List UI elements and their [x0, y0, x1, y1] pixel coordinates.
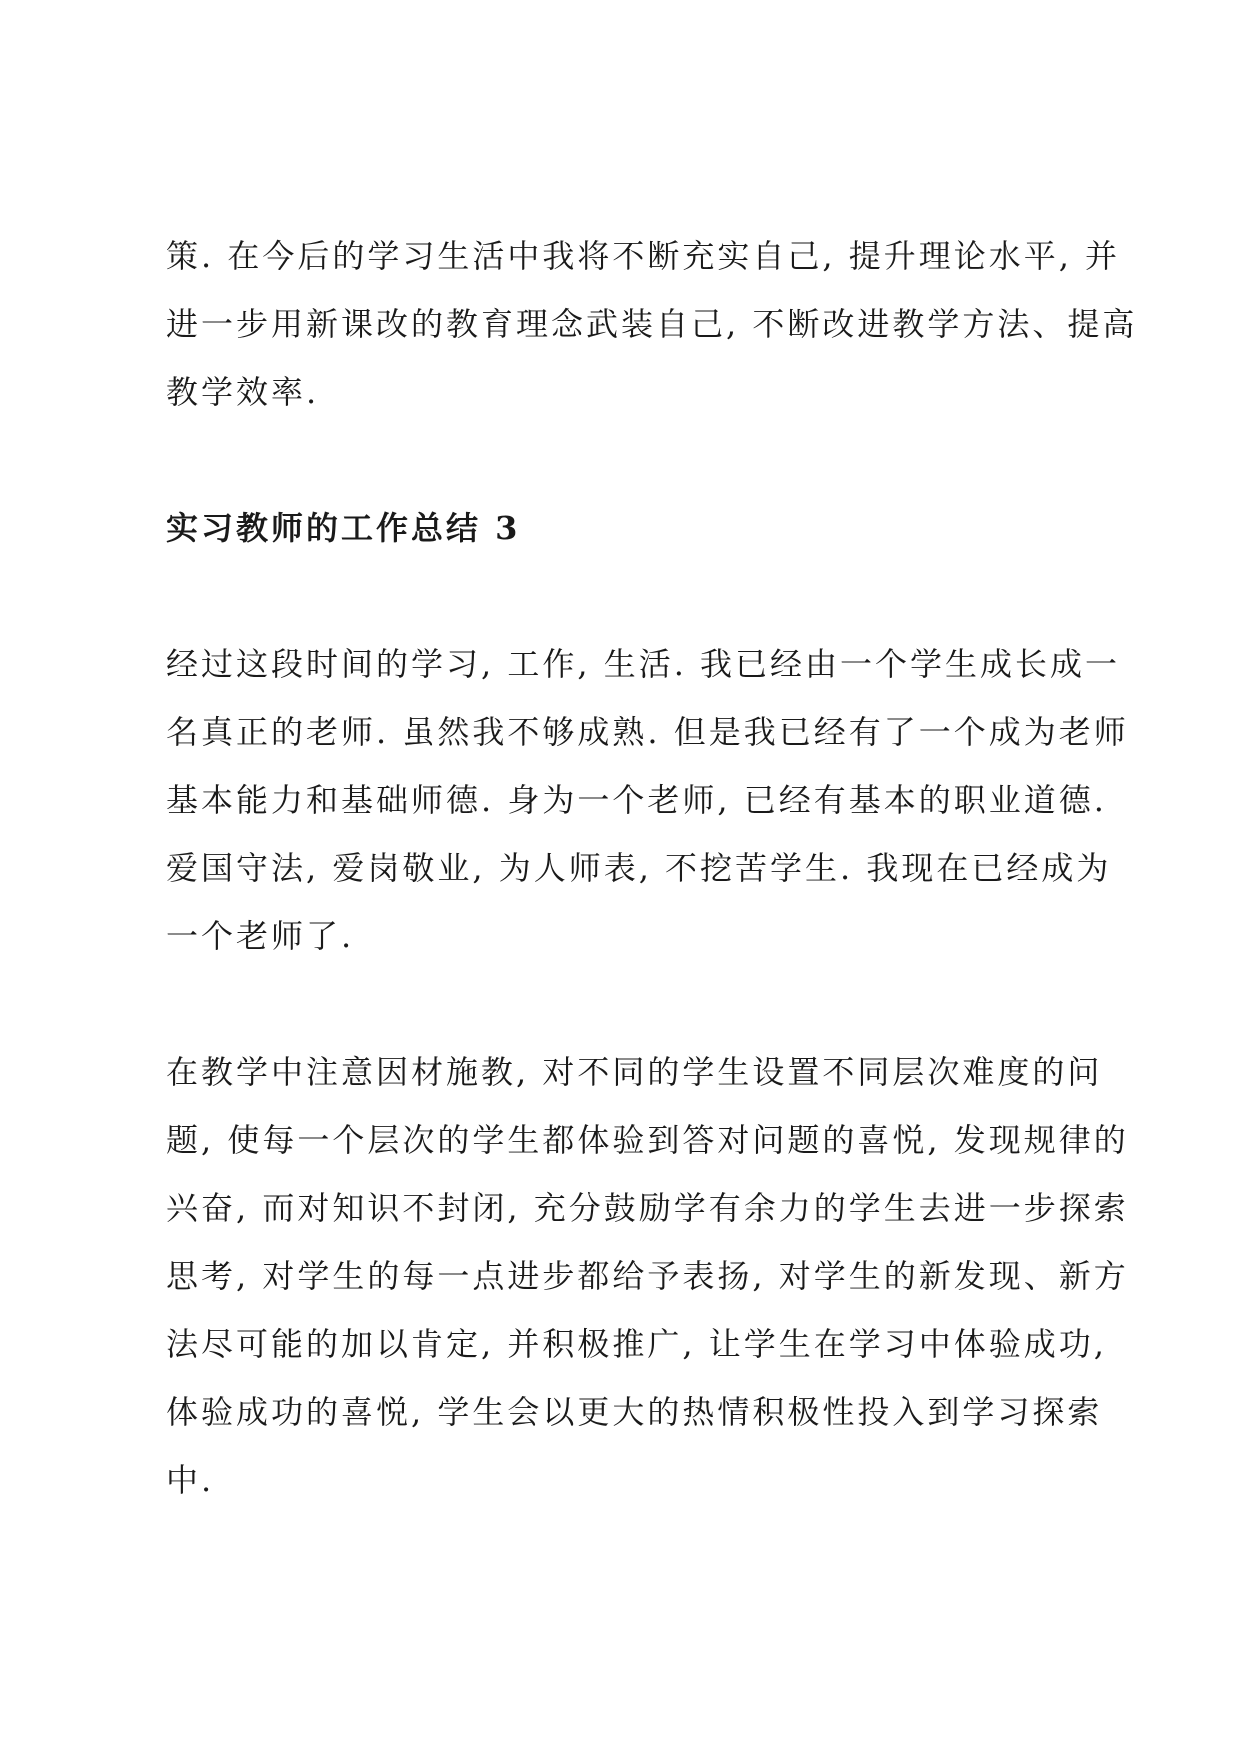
paragraph-summary: [166, 630, 1129, 970]
text-line: 一个老师了.: [166, 917, 355, 955]
text-line: 经过这段时间的学习, 工作, 生活. 我已经由一个学生成长成一: [166, 645, 1121, 683]
text-line: 爱国守法, 爱岗敬业, 为人师表, 不挖苦学生. 我现在已经成为: [166, 849, 1112, 887]
paragraph-spacer: [166, 562, 1096, 630]
text-line: 教学效率.: [166, 373, 320, 411]
paragraph-spacer: [166, 426, 1096, 494]
section-heading: 实习教师的工作总结 3: [166, 509, 521, 547]
paragraph-continuation: [166, 222, 1138, 426]
text-line: 题, 使每一个层次的学生都体验到答对问题的喜悦, 发现规律的: [166, 1121, 1129, 1159]
text-line: 中.: [166, 1461, 215, 1499]
text-line: 体验成功的喜悦, 学生会以更大的热情积极性投入到学习探索: [166, 1393, 1103, 1431]
text-line: 法尽可能的加以肯定, 并积极推广, 让学生在学习中体验成功,: [166, 1325, 1107, 1363]
text-line: 策. 在今后的学习生活中我将不断充实自己, 提升理论水平, 并: [166, 237, 1121, 275]
text-line: 兴奋, 而对知识不封闭, 充分鼓励学有余力的学生去进一步探索: [166, 1189, 1129, 1227]
text-line: 进一步用新课改的教育理念武装自己, 不断改进教学方法、提高: [166, 305, 1138, 343]
text-line: 基本能力和基础师德. 身为一个老师, 已经有基本的职业道德.: [166, 781, 1107, 819]
text-line: 在教学中注意因材施教, 对不同的学生设置不同层次难度的问: [166, 1053, 1103, 1091]
document-body: [166, 222, 1138, 1514]
paragraph-teaching: [166, 1038, 1129, 1514]
paragraph-spacer: [166, 970, 1096, 1038]
text-line: 思考, 对学生的每一点进步都给予表扬, 对学生的新发现、新方: [166, 1257, 1129, 1295]
text-line: 名真正的老师. 虽然我不够成熟. 但是我已经有了一个成为老师: [166, 713, 1129, 751]
